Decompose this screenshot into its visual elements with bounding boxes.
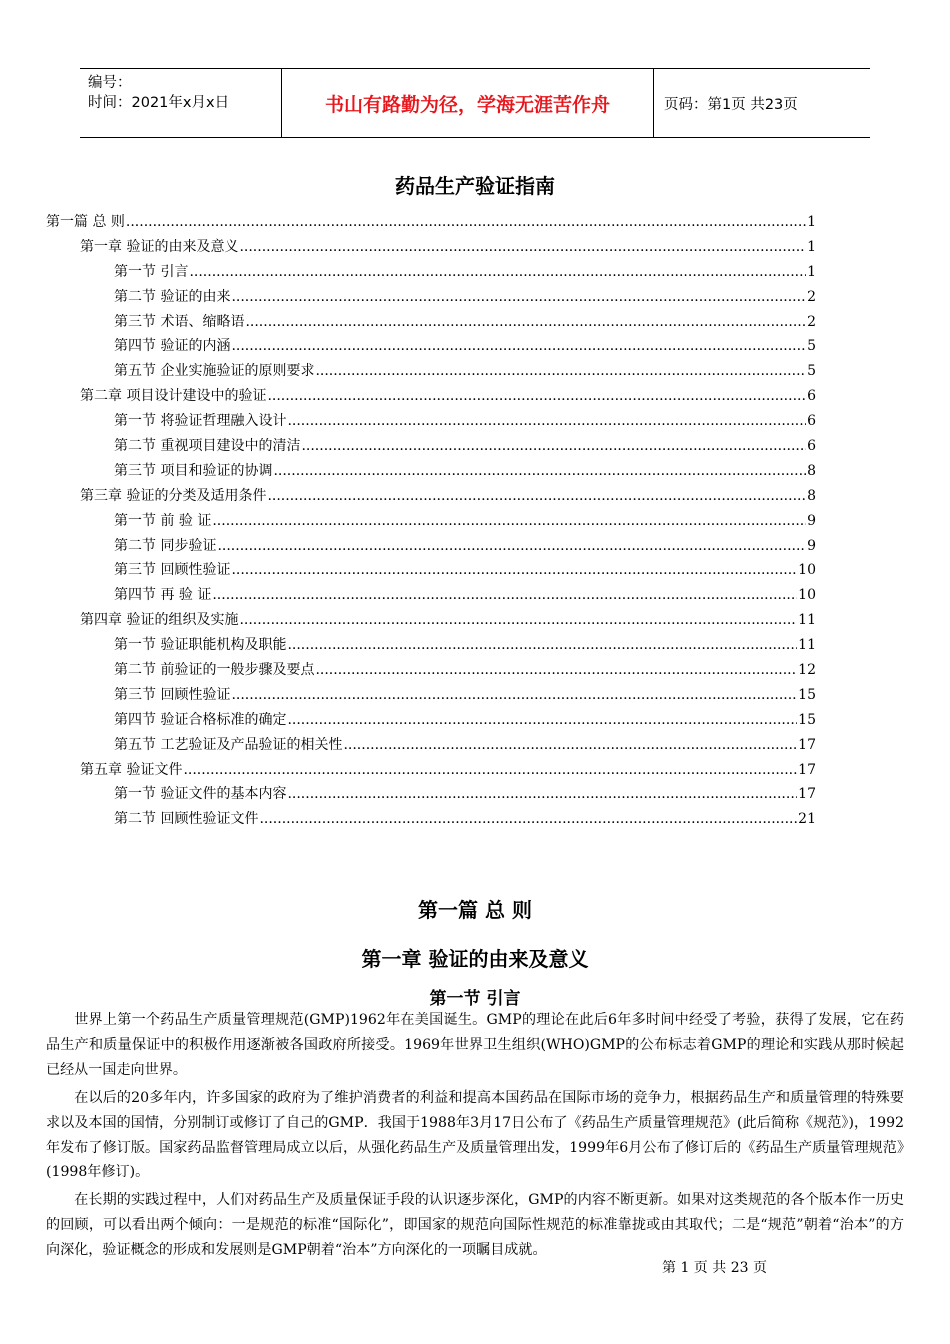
- toc-entry-page: 15: [798, 711, 816, 728]
- toc-entry[interactable]: [46, 385, 816, 410]
- toc-entry-title: 第五章 验证文件: [80, 761, 183, 778]
- toc-entry-title: 第二节 前验证的一般步骤及要点: [114, 662, 315, 679]
- toc-entry-page: 8: [807, 487, 816, 504]
- toc-entry[interactable]: [46, 360, 816, 385]
- toc-leader-dots: [287, 786, 797, 802]
- toc-leader-dots: [315, 662, 797, 678]
- toc-entry-page: 2: [807, 313, 816, 330]
- toc-leader-dots: [212, 513, 806, 529]
- header-page-info: 页码：第1页 共23页: [664, 96, 798, 113]
- toc-leader-dots: [231, 687, 797, 703]
- toc-leader-dots: [231, 562, 797, 578]
- toc-leader-dots: [301, 438, 806, 454]
- toc-leader-dots: [189, 264, 806, 280]
- toc-entry-title: 第四节 验证的内涵: [114, 338, 231, 355]
- toc-leader-dots: [126, 214, 806, 230]
- toc-entry[interactable]: [46, 684, 816, 709]
- toc-leader-dots: [273, 463, 806, 479]
- toc-entry-page: 9: [807, 537, 816, 554]
- document-title: 药品生产验证指南: [395, 174, 555, 198]
- header-meta: [80, 69, 281, 137]
- toc-entry-title: 第三节 项目和验证的协调: [114, 462, 273, 479]
- toc-entry[interactable]: [46, 286, 816, 311]
- toc-entry-page: 15: [798, 686, 816, 703]
- toc-entry-page: 8: [807, 462, 816, 479]
- toc-entry-title: 第二节 回顾性验证文件: [114, 811, 259, 828]
- toc-entry-title: 第一节 引言: [114, 263, 189, 280]
- toc-entry-title: 第一节 验证职能机构及职能: [114, 637, 287, 654]
- part-title: 第一篇 总 则: [418, 898, 532, 922]
- header-motto: 书山有路勤为径，学海无涯苦作舟: [281, 69, 654, 137]
- document-time-label: 时间：2021年x月x日: [88, 95, 230, 111]
- toc-leader-dots: [259, 811, 797, 827]
- toc-entry[interactable]: [46, 734, 816, 759]
- toc-entry[interactable]: [46, 335, 816, 360]
- paragraph: 在长期的实践过程中，人们对药品生产及质量保证手段的认识逐步深化，GMP的内容不断更新。如果对这类规范的各个版本作一历史的回顾，可以看出两个倾向：一是规范的标准“国际化”，即国家的规范向国际性规范的标准靠拢或由其取代；二是“规范”朝着“治本”的方向深化，验证概念的形成和发展则是GMP朝着“治本”方向深化的一项瞩目成就。: [46, 1192, 904, 1259]
- toc-entry-page: 1: [807, 238, 816, 255]
- toc-entry-title: 第五节 工艺验证及产品验证的相关性: [114, 736, 343, 753]
- toc-entry[interactable]: [46, 236, 816, 261]
- toc-entry-page: 5: [807, 338, 816, 355]
- toc-entry-page: 6: [807, 438, 816, 455]
- toc-leader-dots: [183, 762, 797, 778]
- toc-leader-dots: [287, 637, 797, 653]
- toc-entry[interactable]: [46, 759, 816, 784]
- toc-entry[interactable]: [46, 783, 816, 808]
- toc-leader-dots: [287, 413, 806, 429]
- toc-entry-title: 第一节 验证文件的基本内容: [114, 786, 287, 803]
- toc-entry[interactable]: [46, 634, 816, 659]
- toc-leader-dots: [231, 338, 806, 354]
- toc-entry-page: 6: [807, 413, 816, 430]
- toc-entry-title: 第五节 企业实施验证的原则要求: [114, 363, 315, 380]
- toc-entry-page: 17: [798, 761, 816, 778]
- toc-leader-dots: [239, 612, 797, 628]
- toc-entry-page: 17: [798, 736, 816, 753]
- toc-entry[interactable]: [46, 510, 816, 535]
- paragraph: 在以后的20多年内，许多国家的政府为了维护消费者的利益和提高本国药品在国际市场的竞争力，根据药品生产和质量管理的特殊要求以及本国的国情，分别制订或修订了自己的GMP．我国于1988年3月17日公布了《药品生产质量管理规范》(此后简称《规范》)，1992年发布了修订版。国家药品监督管理局成立以后，从强化药品生产及质量管理出发，1999年6月公布了修订后的《药品生产质量管理规范》(1998年修订)。: [46, 1089, 904, 1181]
- toc-entry[interactable]: [46, 808, 816, 833]
- toc-entry[interactable]: [46, 709, 816, 734]
- toc-entry-page: 1: [807, 214, 816, 230]
- toc-entry-page: 5: [807, 363, 816, 380]
- toc-entry-page: 1: [807, 263, 816, 280]
- toc-entry-title: 第一节 将验证哲理融入设计: [114, 413, 287, 430]
- toc-leader-dots: [315, 363, 806, 379]
- toc-leader-dots: [287, 712, 797, 728]
- toc-entry-title: 第三节 回顾性验证: [114, 562, 231, 579]
- document-number-label: 编号：: [88, 75, 132, 91]
- toc-entry[interactable]: [46, 211, 816, 236]
- toc-leader-dots: [239, 239, 806, 255]
- toc-entry-page: 12: [798, 662, 816, 679]
- toc-leader-dots: [231, 289, 806, 305]
- toc-entry-title: 第四章 验证的组织及实施: [80, 612, 239, 629]
- toc-entry-page: 11: [798, 612, 816, 629]
- toc-entry-page: 6: [807, 388, 816, 405]
- toc-entry-title: 第一篇 总 则: [46, 214, 125, 230]
- toc-entry-page: 10: [798, 562, 816, 579]
- table-of-contents: [46, 211, 816, 833]
- toc-entry[interactable]: [46, 609, 816, 634]
- paragraph: 世界上第一个药品生产质量管理规范(GMP)1962年在美国诞生。GMP的理论在此后6年多时间中经受了考验，获得了发展，它在药品生产和质量保证中的积极作用逐渐被各国政府所接受。1969年世界卫生组织(WHO)GMP的公布标志着GMP的理论和实践从那时候起已经从一国走向世界。: [46, 1012, 904, 1078]
- toc-leader-dots: [267, 488, 806, 504]
- toc-leader-dots: [212, 587, 797, 603]
- toc-entry-page: 21: [798, 811, 816, 828]
- toc-entry-page: 17: [798, 786, 816, 803]
- toc-leader-dots: [245, 314, 806, 330]
- toc-entry[interactable]: [46, 659, 816, 684]
- toc-entry-title: 第一章 验证的由来及意义: [80, 238, 239, 255]
- toc-entry[interactable]: [46, 460, 816, 485]
- toc-entry-title: 第二节 重视项目建设中的清洁: [114, 438, 301, 455]
- toc-leader-dots: [343, 737, 797, 753]
- toc-leader-dots: [267, 388, 806, 404]
- toc-entry[interactable]: [46, 535, 816, 560]
- toc-entry[interactable]: [46, 410, 816, 435]
- page-footer: 第 1 页 共 23 页: [662, 1260, 767, 1276]
- toc-entry[interactable]: [46, 261, 816, 286]
- toc-entry-title: 第二节 验证的由来: [114, 288, 231, 305]
- toc-entry-page: 2: [807, 288, 816, 305]
- body-text: [46, 1008, 904, 1266]
- section-title: 第一节 引言: [429, 989, 521, 1009]
- toc-entry[interactable]: [46, 311, 816, 336]
- toc-entry-title: 第一节 前 验 证: [114, 512, 212, 529]
- toc-entry-page: 10: [798, 587, 816, 604]
- chapter-title: 第一章 验证的由来及意义: [361, 947, 589, 971]
- toc-entry-title: 第三节 术语、缩略语: [114, 313, 245, 330]
- toc-entry-page: 11: [798, 637, 816, 654]
- toc-entry-title: 第四节 验证合格标准的确定: [114, 711, 287, 728]
- toc-entry-title: 第二章 项目设计建设中的验证: [80, 388, 267, 405]
- header-box: [80, 68, 870, 138]
- toc-entry[interactable]: [46, 559, 816, 584]
- toc-entry-title: 第二节 同步验证: [114, 537, 217, 554]
- toc-entry[interactable]: [46, 584, 816, 609]
- toc-entry[interactable]: [46, 485, 816, 510]
- toc-entry[interactable]: [46, 435, 816, 460]
- toc-entry-title: 第四节 再 验 证: [114, 587, 212, 604]
- toc-entry-title: 第三章 验证的分类及适用条件: [80, 487, 267, 504]
- toc-leader-dots: [217, 538, 806, 554]
- toc-entry-title: 第三节 回顾性验证: [114, 686, 231, 703]
- toc-entry-page: 9: [807, 512, 816, 529]
